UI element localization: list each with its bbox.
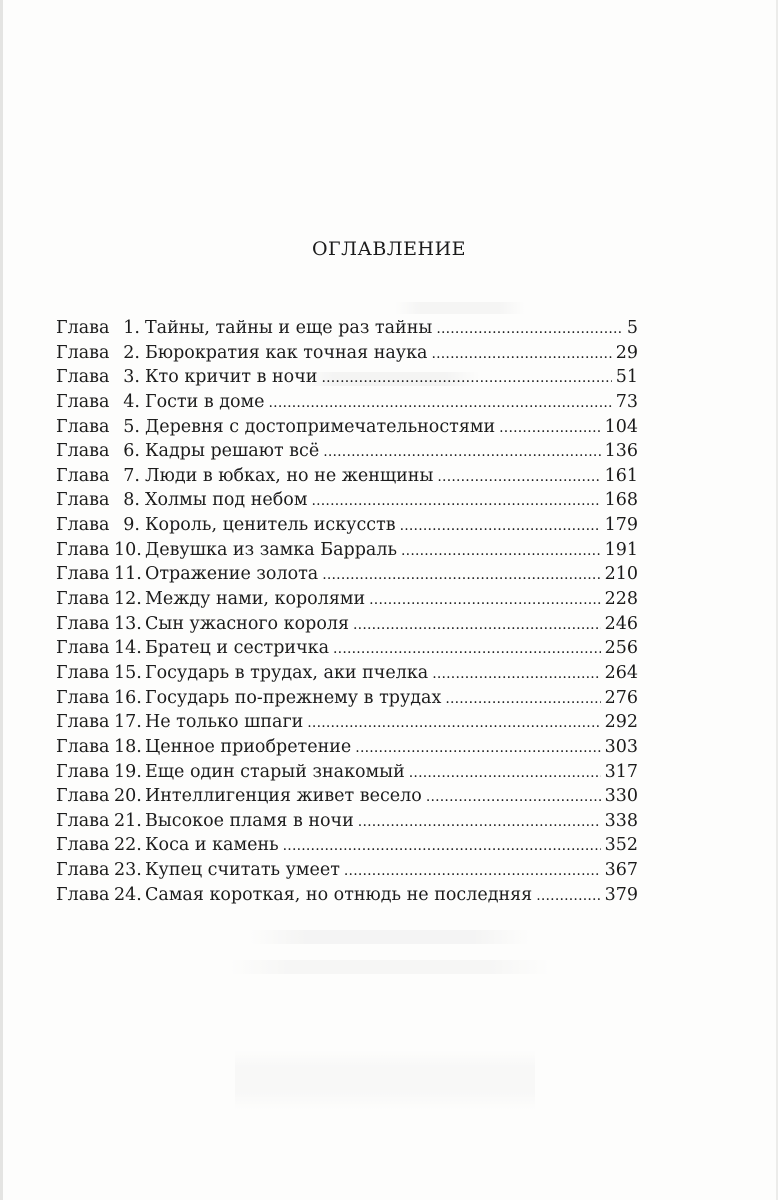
chapter-number: 17. xyxy=(114,712,142,733)
chapter-page-number: 228 xyxy=(604,589,638,610)
chapter-page-number: 161 xyxy=(604,465,638,486)
toc-entry xyxy=(56,589,638,614)
chapter-title: Еще один старый знакомый xyxy=(145,761,405,782)
chapter-title: Между нами, королями xyxy=(145,589,366,610)
dot-leader xyxy=(323,441,600,461)
chapter-page-number: 367 xyxy=(604,860,638,881)
chapter-word: Глава xyxy=(56,564,110,585)
chapter-title: Самая короткая, но отнюдь не последняя xyxy=(145,884,533,905)
toc-entry xyxy=(56,860,638,885)
chapter-title: Кто кричит в ночи xyxy=(145,367,318,388)
bleed-through-4 xyxy=(230,960,550,974)
chapter-word: Глава xyxy=(56,589,110,610)
chapter-page-number: 191 xyxy=(604,539,638,560)
bleed-through-1 xyxy=(395,302,525,314)
chapter-number: 20. xyxy=(114,786,142,807)
dot-leader xyxy=(283,835,601,855)
dot-leader xyxy=(322,564,600,584)
chapter-page-number: 330 xyxy=(604,786,638,807)
chapter-word: Глава xyxy=(56,490,110,511)
chapter-number: 1. xyxy=(123,318,140,338)
toc-entry xyxy=(56,367,638,392)
chapter-number: 4. xyxy=(123,391,140,412)
chapter-number: 23. xyxy=(114,860,142,881)
chapter-word: Глава xyxy=(56,515,110,536)
dot-leader xyxy=(369,589,600,609)
toc-entry xyxy=(56,638,638,663)
toc-entry xyxy=(56,614,638,639)
chapter-number: 24. xyxy=(114,884,142,905)
chapter-number: 12. xyxy=(114,589,142,610)
chapter-word: Глава xyxy=(56,712,110,733)
chapter-word: Глава xyxy=(56,810,110,831)
toc-entry xyxy=(56,737,638,762)
chapter-page-number: 264 xyxy=(604,662,638,683)
chapter-number: 5. xyxy=(123,416,140,437)
toc-entry xyxy=(56,712,638,737)
toc-entry xyxy=(56,835,638,860)
chapter-title: Ценное приобретение xyxy=(145,736,352,757)
toc-entry xyxy=(56,515,638,540)
chapter-page-number: 51 xyxy=(615,367,638,388)
chapter-number: 15. xyxy=(114,662,142,683)
chapter-title: Кадры решают всё xyxy=(145,441,320,462)
chapter-page-number: 246 xyxy=(604,613,638,634)
chapter-number: 16. xyxy=(114,687,142,708)
chapter-page-number: 210 xyxy=(604,564,638,585)
dot-leader xyxy=(269,392,612,412)
chapter-word: Глава xyxy=(56,465,110,486)
chapter-page-number: 256 xyxy=(604,638,638,659)
chapter-word: Глава xyxy=(56,786,110,807)
dot-leader xyxy=(536,885,600,905)
toc-entry xyxy=(56,885,638,910)
chapter-title: Гости в доме xyxy=(145,391,265,412)
toc-entry xyxy=(56,318,638,343)
chapter-title: Высокое пламя в ночи xyxy=(145,810,354,831)
dot-leader xyxy=(353,614,601,634)
chapter-title: Государь в трудах, аки пчелка xyxy=(145,662,429,683)
chapter-title: Коса и камень xyxy=(145,835,279,856)
dot-leader xyxy=(409,762,601,782)
chapter-title: Бюрократия как точная наука xyxy=(145,342,428,363)
toc-entry xyxy=(56,417,638,442)
chapter-page-number: 5 xyxy=(626,318,638,338)
page-title: ОГЛАВЛЕНИЕ xyxy=(311,238,467,260)
chapter-page-number: 168 xyxy=(604,490,638,511)
chapter-title: Девушка из замка Барраль xyxy=(145,539,398,560)
chapter-title: Братец и сестричка xyxy=(145,638,330,659)
chapter-word: Глава xyxy=(56,687,110,708)
chapter-page-number: 104 xyxy=(604,416,638,437)
chapter-page-number: 179 xyxy=(604,515,638,536)
chapter-word: Глава xyxy=(56,638,110,659)
chapter-number: 21. xyxy=(114,810,142,831)
chapter-word: Глава xyxy=(56,416,110,437)
chapter-number: 19. xyxy=(114,761,142,782)
chapter-number: 22. xyxy=(114,835,142,856)
bleed-through-3 xyxy=(250,930,530,944)
dot-leader xyxy=(307,712,600,732)
chapter-word: Глава xyxy=(56,342,110,363)
toc-entry xyxy=(56,343,638,368)
chapter-page-number: 303 xyxy=(604,736,638,757)
toc-entry xyxy=(56,811,638,836)
chapter-number: 14. xyxy=(114,638,142,659)
chapter-word: Глава xyxy=(56,539,110,560)
chapter-title: Сын ужасного короля xyxy=(145,613,350,634)
chapter-page-number: 292 xyxy=(604,712,638,733)
dot-leader xyxy=(445,688,600,708)
toc-entry xyxy=(56,466,638,491)
dot-leader xyxy=(432,663,600,683)
chapter-page-number: 29 xyxy=(615,342,638,363)
chapter-page-number: 276 xyxy=(604,687,638,708)
chapter-title: Не только шпаги xyxy=(145,712,304,733)
chapter-title: Люди в юбках, но не женщины xyxy=(145,465,434,486)
toc-entry xyxy=(56,663,638,688)
chapter-word: Глава xyxy=(56,391,110,412)
dot-leader xyxy=(344,860,601,880)
chapter-number: 8. xyxy=(123,490,140,511)
chapter-number: 18. xyxy=(114,736,142,757)
dot-leader xyxy=(333,638,601,658)
table-of-contents xyxy=(56,318,638,909)
dot-leader xyxy=(400,515,601,535)
dot-leader xyxy=(436,318,622,338)
toc-entry xyxy=(56,441,638,466)
chapter-page-number: 352 xyxy=(604,835,638,856)
toc-entry xyxy=(56,762,638,787)
chapter-page-number: 317 xyxy=(604,761,638,782)
chapter-number: 9. xyxy=(123,515,140,536)
chapter-number: 13. xyxy=(114,613,142,634)
chapter-word: Глава xyxy=(56,761,110,782)
chapter-page-number: 379 xyxy=(604,884,638,905)
chapter-number: 11. xyxy=(114,564,142,585)
dot-leader xyxy=(355,737,600,757)
chapter-title: Интеллигенция живет весело xyxy=(145,786,422,807)
dot-leader xyxy=(426,786,601,806)
dot-leader xyxy=(401,540,601,560)
chapter-page-number: 73 xyxy=(615,391,638,412)
dot-leader xyxy=(431,343,611,363)
chapter-title: Отражение золота xyxy=(145,564,319,585)
dot-leader xyxy=(437,466,600,486)
chapter-title: Государь по-прежнему в трудах xyxy=(145,687,442,708)
bleed-through-5 xyxy=(235,1050,535,1110)
page-edge-left xyxy=(0,0,3,1200)
chapter-title: Холмы под небом xyxy=(145,490,308,511)
chapter-word: Глава xyxy=(56,736,110,757)
toc-entry xyxy=(56,688,638,713)
chapter-number: 10. xyxy=(114,539,142,560)
toc-entry xyxy=(56,540,638,565)
dot-leader xyxy=(321,367,611,387)
chapter-page-number: 136 xyxy=(604,441,638,462)
dot-leader xyxy=(358,811,601,831)
chapter-word: Глава xyxy=(56,318,110,338)
chapter-word: Глава xyxy=(56,613,110,634)
chapter-word: Глава xyxy=(56,835,110,856)
chapter-title: Король, ценитель искусств xyxy=(145,515,396,536)
chapter-number: 6. xyxy=(123,441,140,462)
chapter-number: 2. xyxy=(123,342,140,363)
chapter-word: Глава xyxy=(56,367,110,388)
chapter-title: Тайны, тайны и еще раз тайны xyxy=(145,318,433,338)
toc-entry xyxy=(56,564,638,589)
dot-leader xyxy=(499,417,600,437)
chapter-word: Глава xyxy=(56,441,110,462)
toc-entry xyxy=(56,392,638,417)
toc-entry xyxy=(56,490,638,515)
chapter-number: 7. xyxy=(123,465,140,486)
chapter-page-number: 338 xyxy=(604,810,638,831)
chapter-word: Глава xyxy=(56,860,110,881)
chapter-word: Глава xyxy=(56,884,110,905)
chapter-number: 3. xyxy=(123,367,140,388)
dot-leader xyxy=(311,490,600,510)
chapter-title: Деревня с достопримечательностями xyxy=(145,416,496,437)
toc-entry xyxy=(56,786,638,811)
chapter-title: Купец считать умеет xyxy=(145,860,340,881)
chapter-word: Глава xyxy=(56,662,110,683)
